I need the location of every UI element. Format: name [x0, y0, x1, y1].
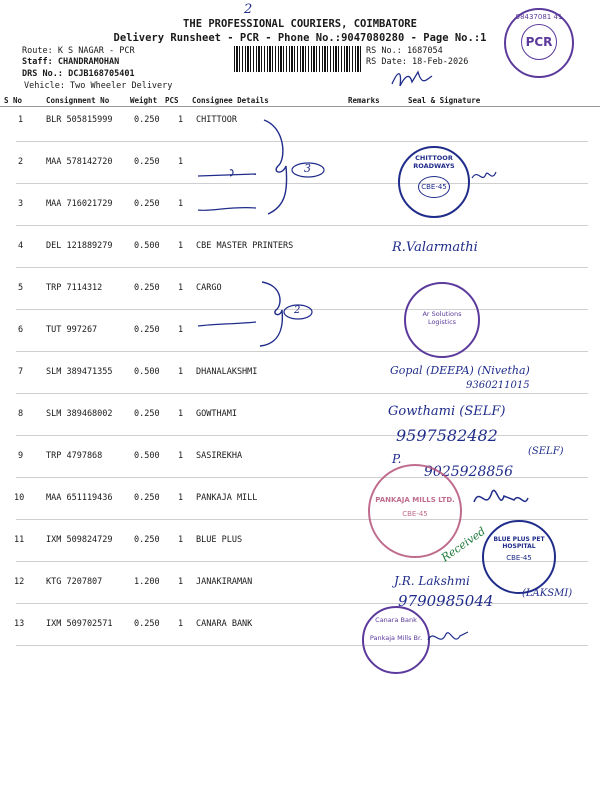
row-pcs: 1 [178, 157, 184, 167]
row-consignment: IXM 509824729 [46, 535, 113, 545]
row-consignee: SASIREKHA [196, 451, 243, 461]
row-consignment: SLM 389471355 [46, 367, 113, 377]
handwritten-receiver-row4: R.Valarmathi [392, 240, 478, 255]
row-consignment: TRP 4797868 [46, 451, 103, 461]
row-weight: 0.250 [134, 283, 160, 293]
handwritten-receiver-row12: J.R. Lakshmi [394, 574, 470, 588]
row-pcs: 1 [178, 199, 184, 209]
row-sno: 5 [18, 283, 24, 293]
barcode [234, 46, 362, 72]
row-pcs: 1 [178, 493, 184, 503]
row-consignment: DEL 121889279 [46, 241, 113, 251]
pankaja-mills-stamp [368, 464, 462, 558]
row-weight: 0.250 [134, 325, 160, 335]
row-consignment: MAA 716021729 [46, 199, 113, 209]
col-pcs: PCS [165, 96, 179, 105]
row-weight: 1.200 [134, 577, 160, 587]
staff-label: Staff: [22, 57, 53, 67]
row-pcs: 1 [178, 115, 184, 125]
row-consignment: SLM 389468002 [46, 409, 113, 419]
row-sno: 8 [18, 409, 24, 419]
row-consignment: BLR 505815999 [46, 115, 113, 125]
row-pcs: 1 [178, 619, 184, 629]
row-pcs: 1 [178, 325, 184, 335]
handwritten-phone-row12: 9790985044 [398, 592, 494, 610]
handwritten-tag-row12: (LAKSMI) [522, 588, 573, 599]
handwritten-phone-row8: 9597582482 [396, 426, 498, 445]
blueplus-stamp-center: CBE-45 [506, 554, 532, 562]
pankaja-stamp-center: CBE-45 [402, 510, 428, 518]
col-consignment: Consignment No [46, 96, 110, 105]
handwritten-receiver-row7: Gopal (DEEPA) (Nivetha) [390, 364, 530, 377]
row-consignee: GOWTHAMI [196, 409, 237, 419]
pankaja-stamp-ring: PANKAJA MILLS LTD. [375, 496, 455, 504]
canara-stamp-ring: Canara Bank [375, 616, 417, 624]
col-remarks: Remarks [348, 96, 380, 105]
col-weight: Weight [130, 96, 158, 105]
staff [22, 57, 119, 68]
drs-number [22, 69, 135, 80]
col-sno: S No [4, 96, 23, 105]
col-seal-signature: Seal & Signature [408, 96, 481, 105]
handwritten-received-row11: Received [438, 524, 488, 565]
rs-number: RS No.: 1687054 [366, 46, 443, 56]
row-consignment: TRP 7114312 [46, 283, 103, 293]
chittoor-stamp-center: CBE-45 [418, 176, 450, 198]
row-sno: 3 [18, 199, 24, 209]
table-row [0, 394, 600, 436]
blue-plus-stamp [482, 520, 556, 594]
row-weight: 0.250 [134, 115, 160, 125]
row-consignee: CARGO [196, 283, 222, 293]
row-pcs: 1 [178, 535, 184, 545]
row-consignee: CHITTOOR [196, 115, 237, 125]
staff-value: CHANDRAMOHAN [57, 57, 120, 67]
row-consignee: JANAKIRAMAN [196, 577, 253, 587]
handwritten-page-mark: 2 [244, 2, 253, 17]
solutions-stamp-text: Ar Solutions Logistics [422, 310, 462, 326]
row-sno: 12 [14, 577, 25, 587]
handwritten-receiver-row8: Gowthami (SELF) [388, 404, 506, 419]
row-sno: 6 [18, 325, 24, 335]
handwritten-brackets [190, 110, 330, 350]
row-sno: 1 [18, 115, 24, 125]
row-weight: 0.250 [134, 619, 160, 629]
blueplus-stamp-ring: BLUE PLUS PET HOSPITAL [493, 536, 545, 550]
row-weight: 0.250 [134, 157, 160, 167]
handwritten-group-a: 3 [304, 162, 311, 175]
vehicle: Vehicle: Two Wheeler Delivery [24, 81, 173, 91]
company-title: THE PROFESSIONAL COURIERS, COIMBATORE [183, 18, 417, 30]
canara-bank-stamp [362, 606, 430, 674]
row-sno: 7 [18, 367, 24, 377]
col-consignee: Consignee Details [192, 96, 269, 105]
row-weight: 0.500 [134, 451, 160, 461]
canara-stamp-center: Pankaja Mills Br. [369, 634, 423, 642]
rs-date: RS Date: 18-Feb-2026 [366, 57, 469, 67]
row-weight: 0.500 [134, 367, 160, 377]
runsheet-title: Delivery Runsheet - PCR - Phone No.:9047080280 - Page No.:1 [113, 32, 487, 44]
row-weight: 0.500 [134, 241, 160, 251]
row-consignee: DHANALAKSHMI [196, 367, 258, 377]
row-pcs: 1 [178, 451, 184, 461]
solutions-logistics-stamp [404, 282, 480, 358]
row-consignment: MAA 651119436 [46, 493, 113, 503]
row-consignee: CANARA BANK [196, 619, 253, 629]
drs-label: DRS No.: [22, 69, 63, 79]
row-consignment: IXM 509702571 [46, 619, 113, 629]
row-pcs: 1 [178, 367, 184, 377]
handwritten-phone-row9: 9025928856 [424, 464, 514, 480]
row-sno: 13 [14, 619, 25, 629]
row-weight: 0.250 [134, 535, 160, 545]
row-consignment: MAA 578142720 [46, 157, 113, 167]
row-weight: 0.250 [134, 199, 160, 209]
pcr-stamp-ring: 98437081 41 [515, 13, 563, 21]
row-consignment: KTG 7207807 [46, 577, 103, 587]
row-weight: 0.250 [134, 493, 160, 503]
pcr-stamp [504, 8, 574, 78]
row-pcs: 1 [178, 283, 184, 293]
route: Route: K S NAGAR - PCR [22, 46, 135, 56]
row-weight: 0.250 [134, 409, 160, 419]
chittoor-stamp-ring: CHITTOOR ROADWAYS [413, 154, 455, 170]
handwritten-signature-row9: P. [392, 452, 402, 466]
row-pcs: 1 [178, 409, 184, 419]
handwritten-self-row9: (SELF) [528, 446, 564, 457]
pankaja-signature [470, 482, 530, 518]
chittoor-signature [470, 166, 498, 186]
row-pcs: 1 [178, 241, 184, 251]
drs-value: DCJB168705401 [68, 69, 135, 79]
staff-signature [388, 66, 438, 92]
row-consignee: BLUE PLUS [196, 535, 243, 545]
row-sno: 4 [18, 241, 24, 251]
row-sno: 11 [14, 535, 25, 545]
table-row [0, 604, 600, 646]
row-sno: 10 [14, 493, 25, 503]
handwritten-group-b: 2 [294, 305, 301, 316]
chittoor-roadways-stamp [398, 146, 470, 218]
row-pcs: 1 [178, 577, 184, 587]
handwritten-phone-row7: 9360211015 [466, 380, 530, 391]
pcr-stamp-center: PCR [521, 24, 557, 60]
row-sno: 9 [18, 451, 24, 461]
canara-signature [426, 624, 470, 652]
row-sno: 2 [18, 157, 24, 167]
row-rule [16, 645, 588, 646]
row-consignee: PANKAJA MILL [196, 493, 258, 503]
row-consignment: TUT 997267 [46, 325, 98, 335]
row-consignee: CBE MASTER PRINTERS [196, 241, 294, 251]
